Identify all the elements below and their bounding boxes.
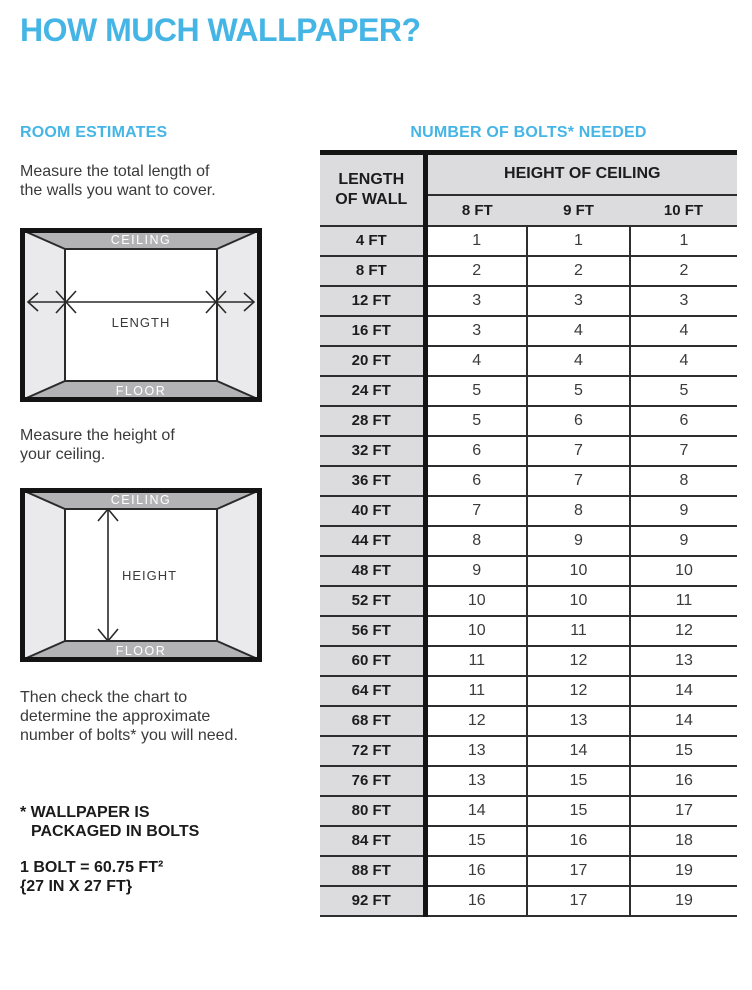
wall-length-label: 76 FT <box>320 766 425 796</box>
bolt-count-cell: 13 <box>527 706 630 736</box>
table-row <box>320 556 737 586</box>
bolt-count-cell: 6 <box>425 466 527 496</box>
bolts-needed-table <box>320 150 737 917</box>
bolt-count-cell: 4 <box>425 346 527 376</box>
bolt-count-cell: 12 <box>527 676 630 706</box>
wall-length-label: 24 FT <box>320 376 425 406</box>
wall-length-label: 80 FT <box>320 796 425 826</box>
table-row <box>320 286 737 316</box>
bolt-count-cell: 15 <box>425 826 527 856</box>
bolt-count-cell: 11 <box>425 646 527 676</box>
bolt-count-cell: 3 <box>425 286 527 316</box>
floor-label: FLOOR <box>115 644 167 658</box>
table-row <box>320 886 737 916</box>
bolt-count-cell: 2 <box>425 256 527 286</box>
ceiling-height-column-header: 8 FT <box>425 195 527 226</box>
bolt-count-cell: 7 <box>527 436 630 466</box>
ceiling-label: CEILING <box>110 233 172 247</box>
bolt-count-cell: 12 <box>425 706 527 736</box>
bolt-count-cell: 14 <box>425 796 527 826</box>
bolt-count-cell: 7 <box>527 466 630 496</box>
table-row <box>320 226 737 256</box>
ceiling-height-column-header: 9 FT <box>527 195 630 226</box>
table-row <box>320 676 737 706</box>
table-row <box>320 736 737 766</box>
wall-length-label: 8 FT <box>320 256 425 286</box>
bolt-count-cell: 8 <box>630 466 737 496</box>
table-row <box>320 436 737 466</box>
table-row <box>320 256 737 286</box>
bolt-count-cell: 9 <box>425 556 527 586</box>
wall-length-label: 44 FT <box>320 526 425 556</box>
bolt-count-cell: 11 <box>425 676 527 706</box>
floor-label: FLOOR <box>115 384 167 398</box>
bolt-count-cell: 18 <box>630 826 737 856</box>
bolt-count-cell: 16 <box>630 766 737 796</box>
bolt-count-cell: 5 <box>527 376 630 406</box>
wall-length-label: 56 FT <box>320 616 425 646</box>
instruction-line: Then check the chart to <box>20 689 188 706</box>
footnote-line: * WALLPAPER IS <box>20 804 150 821</box>
bolt-count-cell: 2 <box>630 256 737 286</box>
bolt-count-cell: 11 <box>527 616 630 646</box>
bolt-count-cell: 4 <box>630 346 737 376</box>
bolt-count-cell: 16 <box>425 886 527 916</box>
bolt-count-cell: 9 <box>527 526 630 556</box>
bolt-count-cell: 5 <box>425 376 527 406</box>
length-dimension-label: LENGTH <box>111 315 171 330</box>
room-height-diagram <box>20 488 262 662</box>
bolt-table-body <box>320 226 737 916</box>
bolt-count-cell: 4 <box>527 346 630 376</box>
check-chart-instruction <box>20 688 238 745</box>
bolt-count-cell: 6 <box>527 406 630 436</box>
table-row <box>320 586 737 616</box>
bolt-count-cell: 8 <box>425 526 527 556</box>
table-row <box>320 616 737 646</box>
wall-length-label: 64 FT <box>320 676 425 706</box>
wall-length-label: 20 FT <box>320 346 425 376</box>
bolt-count-cell: 12 <box>630 616 737 646</box>
bolt-count-cell: 9 <box>630 496 737 526</box>
bolt-count-cell: 13 <box>630 646 737 676</box>
instruction-line: number of bolts* you will need. <box>20 727 238 744</box>
wall-length-label: 68 FT <box>320 706 425 736</box>
measure-height-instruction <box>20 426 175 464</box>
bolt-count-cell: 13 <box>425 736 527 766</box>
bolts-table-container <box>320 150 737 917</box>
page-title: HOW MUCH WALLPAPER? <box>20 12 421 48</box>
bolt-count-cell: 16 <box>425 856 527 886</box>
height-of-ceiling-header: HEIGHT OF CEILING <box>425 153 737 195</box>
room-length-diagram <box>20 228 262 402</box>
bolt-count-cell: 15 <box>630 736 737 766</box>
bolt-count-cell: 10 <box>425 616 527 646</box>
bolt-count-cell: 6 <box>630 406 737 436</box>
wall-length-label: 16 FT <box>320 316 425 346</box>
room-length-diagram-svg <box>20 228 262 402</box>
bolt-count-cell: 2 <box>527 256 630 286</box>
bolt-count-cell: 14 <box>527 736 630 766</box>
bolt-size-line: {27 IN X 27 FT} <box>20 878 133 895</box>
wall-length-label: 52 FT <box>320 586 425 616</box>
bolt-count-cell: 9 <box>630 526 737 556</box>
bolt-count-cell: 1 <box>630 226 737 256</box>
length-of-wall-header-line1: LENGTH <box>338 170 405 188</box>
instruction-line: Measure the height of <box>20 427 175 444</box>
room-height-diagram-svg <box>20 488 262 662</box>
table-row <box>320 346 737 376</box>
wall-length-label: 40 FT <box>320 496 425 526</box>
measure-length-instruction <box>20 162 216 200</box>
instruction-line: Measure the total length of <box>20 163 210 180</box>
length-of-wall-header <box>320 153 425 226</box>
table-row <box>320 646 737 676</box>
bolt-count-cell: 10 <box>425 586 527 616</box>
table-row <box>320 526 737 556</box>
table-row <box>320 856 737 886</box>
bolt-size-info <box>20 858 163 896</box>
bolt-count-cell: 1 <box>527 226 630 256</box>
length-of-wall-header-line2: OF WALL <box>335 190 408 208</box>
table-row <box>320 706 737 736</box>
table-row <box>320 766 737 796</box>
bolt-count-cell: 4 <box>527 316 630 346</box>
bolt-count-cell: 4 <box>630 316 737 346</box>
table-row <box>320 796 737 826</box>
bolt-count-cell: 8 <box>527 496 630 526</box>
bolt-count-cell: 15 <box>527 766 630 796</box>
bolts-needed-heading: NUMBER OF BOLTS* NEEDED <box>410 124 647 141</box>
table-row <box>320 466 737 496</box>
bolt-count-cell: 14 <box>630 706 737 736</box>
ceiling-height-column-header: 10 FT <box>630 195 737 226</box>
instruction-line: determine the approximate <box>20 708 211 725</box>
wall-length-label: 88 FT <box>320 856 425 886</box>
bolt-count-cell: 10 <box>527 556 630 586</box>
instruction-line: the walls you want to cover. <box>20 182 216 199</box>
bolt-count-cell: 1 <box>425 226 527 256</box>
bolt-count-cell: 10 <box>630 556 737 586</box>
room-estimates-heading: ROOM ESTIMATES <box>20 124 168 141</box>
wall-length-label: 32 FT <box>320 436 425 466</box>
bolt-count-cell: 3 <box>425 316 527 346</box>
table-row <box>320 406 737 436</box>
bolt-count-cell: 7 <box>630 436 737 466</box>
bolt-count-cell: 3 <box>527 286 630 316</box>
instruction-line: your ceiling. <box>20 446 106 463</box>
bolt-count-cell: 3 <box>630 286 737 316</box>
bolt-count-cell: 16 <box>527 826 630 856</box>
table-row <box>320 376 737 406</box>
table-row <box>320 316 737 346</box>
wall-length-label: 12 FT <box>320 286 425 316</box>
wall-length-label: 60 FT <box>320 646 425 676</box>
wall-length-label: 92 FT <box>320 886 425 916</box>
footnote-line: PACKAGED IN BOLTS <box>31 823 200 840</box>
wall-length-label: 48 FT <box>320 556 425 586</box>
bolt-count-cell: 7 <box>425 496 527 526</box>
wall-length-label: 28 FT <box>320 406 425 436</box>
ceiling-label: CEILING <box>110 493 172 507</box>
bolt-count-cell: 10 <box>527 586 630 616</box>
bolt-count-cell: 19 <box>630 886 737 916</box>
bolt-count-cell: 14 <box>630 676 737 706</box>
bolt-count-cell: 17 <box>630 796 737 826</box>
bolt-count-cell: 5 <box>630 376 737 406</box>
height-dimension-label: HEIGHT <box>122 568 178 583</box>
bolt-count-cell: 13 <box>425 766 527 796</box>
bolt-count-cell: 5 <box>425 406 527 436</box>
wall-length-label: 84 FT <box>320 826 425 856</box>
bolt-count-cell: 17 <box>527 856 630 886</box>
bolt-count-cell: 17 <box>527 886 630 916</box>
wall-length-label: 72 FT <box>320 736 425 766</box>
wallpaper-bolts-footnote <box>20 803 199 841</box>
wall-length-label: 4 FT <box>320 226 425 256</box>
bolt-size-line: 1 BOLT = 60.75 FT² <box>20 859 164 876</box>
bolt-count-cell: 15 <box>527 796 630 826</box>
table-row <box>320 826 737 856</box>
table-row <box>320 496 737 526</box>
bolt-count-cell: 11 <box>630 586 737 616</box>
wall-length-label: 36 FT <box>320 466 425 496</box>
bolt-count-cell: 6 <box>425 436 527 466</box>
bolt-count-cell: 12 <box>527 646 630 676</box>
bolt-count-cell: 19 <box>630 856 737 886</box>
